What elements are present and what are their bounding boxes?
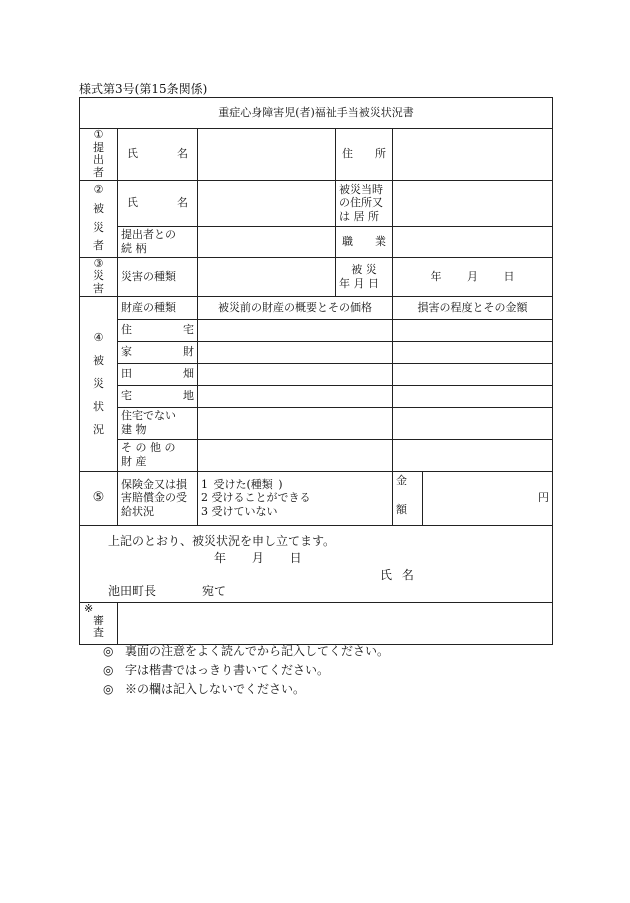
- note-3: ◎ ※の欄は記入しないでください。: [103, 682, 306, 696]
- form-title: 重症心身障害児(者)福祉手当被災状況書: [80, 98, 553, 129]
- disaster-date-field[interactable]: 年 月 日: [393, 257, 553, 296]
- house-prior-field[interactable]: [198, 319, 393, 341]
- col-header-damage-amount: 損害の程度とその金額: [393, 296, 553, 319]
- property-label-other: そ の 他 の 財 産: [118, 439, 198, 471]
- option-can-receive[interactable]: 2 受けることができる: [201, 491, 311, 505]
- note-mark: ◎: [103, 682, 114, 696]
- farmland-damage-field[interactable]: [393, 363, 553, 385]
- col-header-property-type: 財産の種類: [118, 296, 198, 319]
- note-mark: ◎: [103, 663, 114, 677]
- property-row-nonresidential: [80, 407, 553, 439]
- submitter-name-field[interactable]: [198, 129, 336, 181]
- property-row-house: [80, 319, 553, 341]
- occupation-label: 職 業: [336, 226, 393, 257]
- victim-name-label: 氏 名: [118, 180, 198, 226]
- disaster-row: [80, 257, 553, 296]
- section-disaster-heading: ③ 災 害: [80, 257, 118, 296]
- statement-block: [80, 525, 553, 602]
- amount-field[interactable]: 円: [423, 471, 553, 525]
- option-not-received[interactable]: 3 受けていない: [201, 505, 278, 519]
- insurance-options: [198, 471, 393, 525]
- other-prior-field[interactable]: [198, 439, 393, 471]
- review-field: [118, 602, 553, 644]
- review-row: [80, 602, 553, 644]
- property-label-land: 宅 地: [118, 385, 198, 407]
- victim-address-field[interactable]: [393, 180, 553, 226]
- property-label-nonresidential: 住宅でない 建 物: [118, 407, 198, 439]
- statement-name-label: 氏 名: [380, 567, 414, 582]
- submitter-name-label: 氏 名: [118, 129, 198, 181]
- occupation-field[interactable]: [393, 226, 553, 257]
- victim-name-row: [80, 180, 553, 226]
- insurance-label: 保険金又は損 害賠償金の受 給状況: [118, 471, 198, 525]
- addressee-suffix: 宛て: [202, 583, 227, 598]
- insurance-row: [80, 471, 553, 525]
- relation-field[interactable]: [198, 226, 336, 257]
- submitter-address-field[interactable]: [393, 129, 553, 181]
- section-submitter-heading: ① 提 出 者: [80, 129, 118, 181]
- note-2: ◎ 字は楷書ではっきり書いてください。: [103, 663, 330, 677]
- col-header-prior-value: 被災前の財産の概要とその価格: [198, 296, 393, 319]
- land-damage-field[interactable]: [393, 385, 553, 407]
- property-label-household: 家 財: [118, 341, 198, 363]
- other-damage-field[interactable]: [393, 439, 553, 471]
- review-heading: ※ 審 査: [80, 602, 118, 644]
- property-row-other: [80, 439, 553, 471]
- relation-label: 提出者との 続 柄: [118, 226, 198, 257]
- disaster-type-field[interactable]: [198, 257, 336, 296]
- section-insurance-num: ⑤: [80, 471, 118, 525]
- statement-date[interactable]: 年 月 日: [214, 550, 302, 565]
- victim-address-label: 被災当時 の住所又 は 居 所: [336, 180, 393, 226]
- nonresidential-damage-field[interactable]: [393, 407, 553, 439]
- damage-status-form-table: [79, 97, 553, 645]
- victim-name-field[interactable]: [198, 180, 336, 226]
- statement-text: 上記のとおり、被災状況を申し立てます。: [108, 533, 336, 548]
- form-number-label: 様式第3号(第15条関係): [79, 82, 208, 96]
- household-prior-field[interactable]: [198, 341, 393, 363]
- option-received[interactable]: 1 受けた(種類 ): [201, 477, 283, 491]
- submitter-row: [80, 129, 553, 181]
- statement-row: [80, 525, 553, 602]
- land-prior-field[interactable]: [198, 385, 393, 407]
- property-label-house: 住 宅: [118, 319, 198, 341]
- addressee: 池田町長: [108, 583, 157, 598]
- nonresidential-prior-field[interactable]: [198, 407, 393, 439]
- property-row-land: [80, 385, 553, 407]
- note-1: ◎ 裏面の注意をよく読んでから記入してください。: [103, 644, 390, 658]
- property-label-farmland: 田 畑: [118, 363, 198, 385]
- note-mark: ◎: [103, 644, 114, 658]
- household-damage-field[interactable]: [393, 341, 553, 363]
- property-row-household: [80, 341, 553, 363]
- disaster-date-label: 被 災 年 月 日: [336, 257, 393, 296]
- submitter-address-label: 住 所: [336, 129, 393, 181]
- house-damage-field[interactable]: [393, 319, 553, 341]
- property-header-row: [80, 296, 553, 319]
- disaster-type-label: 災害の種類: [118, 257, 198, 296]
- amount-label: 金 額: [393, 471, 423, 525]
- victim-relation-row: [80, 226, 553, 257]
- property-row-farmland: [80, 363, 553, 385]
- farmland-prior-field[interactable]: [198, 363, 393, 385]
- section-victim-heading: ② 被 災 者: [80, 180, 118, 257]
- section-damage-heading: ④ 被 災 状 況: [80, 296, 118, 471]
